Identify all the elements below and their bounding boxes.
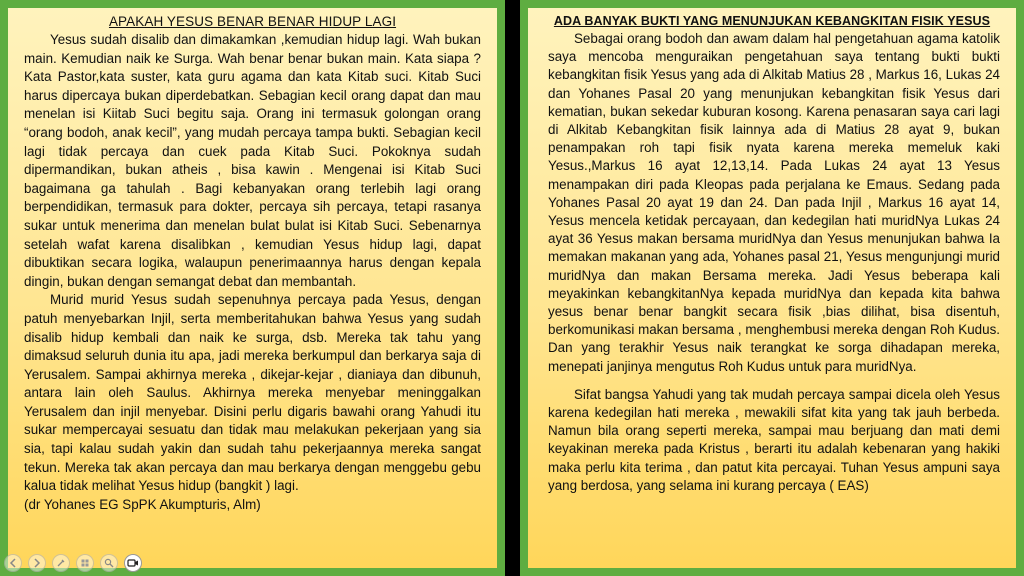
left-title: APAKAH YESUS BENAR BENAR HIDUP LAGI [108, 14, 397, 29]
pages-icon[interactable] [76, 554, 94, 572]
right-paragraph-1: Sebagai orang bodoh dan awam dalam hal pengetahuan agama katolik saya mencoba menguraikan pengetahuan saya tentang bukti bukti kebangkitan fisik Yesus yang ada di Alkitab Matius 28 , Markus 16, Lukas 24 dan Yohanes Pasal 20 yang menunjukan kebangkitan fisik Yesus dari kematian, bukan sekedar kuburan kosong. Karena penasaran saya cari lagi di Alkitab Kebangkitan fisik lainnya ada di Matius 28 ayat 9, bukan penampakan roh tapi fisik nyata karena mereka memeluk kaki Yesus.,Markus 16 ayat 12,13,14. Pada Lukas 24 ayat 13 Yesus menampakan diri pada Kleopas pada perjalana ke Emaus. Sedang pada Yohanes Pasal 20 ayat 19 dan 24. Dan pada Injil , Markus 16 ayat 14, Yesus mencela ketidak percayaan, dan kedegilan hati muridNya Lukas 24 ayat 36 Yesus makan bersama muridNya dan Yesus menunjukan bahwa Ia memakan makanan yang ada, Yohanes pasal 21, Yesus mengunjungi murid muridNya dan makan Bersama mereka. Jadi Yesus beberapa kali meyakinkan kebangkitanNya kepada muridNya dan kepada kita bahwa yesus benar benar bangkit secara fisik ,bias dilihat, bisa disentuh, berkomunikasi makan bersama , menghembusi mereka dengan Roh Kudus. Dan yang terakhir Yesus naik terangkat ke sorga dihadapan mereka, menepati janjinya mengutus Roh Kudus untuk para muridNya. [548, 31, 1000, 374]
forward-icon[interactable] [28, 554, 46, 572]
camera-icon[interactable] [124, 554, 142, 572]
left-body [8, 31, 497, 514]
right-body [528, 30, 1016, 495]
left-signature: (dr Yohanes EG SpPK Akumpturis, Alm) [24, 496, 261, 512]
left-paragraph-2: Murid murid Yesus sudah sepenuhnya percaya pada Yesus, dengan patuh menyebarkan Injil, serta memberitahukan bahwa Yesus yang sudah disalib hidup kembali dan naik ke surga, dsb. Mereka tak tahu yang dimaksud seluruh dunia itu apa, jadi mereka berkumpul dan berkarya saja di Yerusalem. Sampai akhirnya mereka , dikejar-kejar , dianiaya dan dibunuh, antara lain oleh Saulus. Akhirnya mereka menyebar meninggalkan Yerusalem dan injil menyebar. Disini perlu digaris bawahi orang Yahudi itu sukar mempercayai sesuatu dan tidak mau melakukan pekerjaan yang sia sia, tapi kalau sudah yakin dan sudah tahu pekerjaannya mereka sangat tekun. Mereka tak akan percaya dan mau berkarya dengan menggebu gebu kalua tidak melihat Yesus hidup (bangkit ) lagi. [24, 292, 481, 494]
zoom-icon[interactable] [100, 554, 118, 572]
right-paragraph-2: Sifat bangsa Yahudi yang tak mudah percaya sampai dicela oleh Yesus karena kedegilan hati mereka , mewakili sifat kita yang tak jauh berbeda. Namun bila orang seperti mereka, sampai mau berjuang dan mati demi keyakinan mereka pada Kristus , berarti itu adalah kebenaran yang hakiki maka perlu kita terima , dan patut kita percayai. Tuhan Yesus ampuni saya yang berdosa, yang selama ini kurang percaya ( EAS) [548, 386, 1000, 493]
left-paragraph-1: Yesus sudah disalib dan dimakamkan ,kemudian hidup lagi. Wah bukan main. Kemudian naik ke Surga. Wah benar benar bukan main. Kata siapa ? Kata Pastor,kata suster, kata guru agama dan kata Kitab suci. Kitab Suci harus dipercaya bukan diperdebatkan. Sebagian kecil orang dapat dan mau menelan isi Kiitab Suci begitu saja. Orang ini termasuk golongan orang “orang bodoh, anak kecil”, yang mudah percaya tampa bukti. Sebagian kecil lagi tidak percaya dan cuek pada Kitab Suci. Pokoknya sudah dipermandikan, bukan atheis , bisa kawin . Mengenai isi Kitab Suci bagaimana ga tahulah . Bagi kebanyakan orang terlebih lagi orang berpendidikan, termasuk para dokter, percaya sih percaya, tetapi rasanya sukar untuk menerima dan menelan bulat bulat isi Kitab Suci. Sebenarnya setelah wafat karena disalibkan , kemudian Yesus hidup lagi, dapat dibuktikan secara logika, walaupun penerimaannya harus dengan kepala dingin, bukan dengan semangat debat dan membantah. [24, 32, 481, 289]
left-page [8, 8, 497, 568]
right-page [528, 8, 1016, 568]
right-title: ADA BANYAK BUKTI YANG MENUNJUKAN KEBANGKITAN FISIK YESUS [553, 14, 991, 28]
right-slide-panel [520, 0, 1024, 576]
edit-icon[interactable] [52, 554, 70, 572]
left-slide-panel [0, 0, 505, 576]
back-icon[interactable] [4, 554, 22, 572]
slideshow-toolbar [4, 552, 142, 574]
